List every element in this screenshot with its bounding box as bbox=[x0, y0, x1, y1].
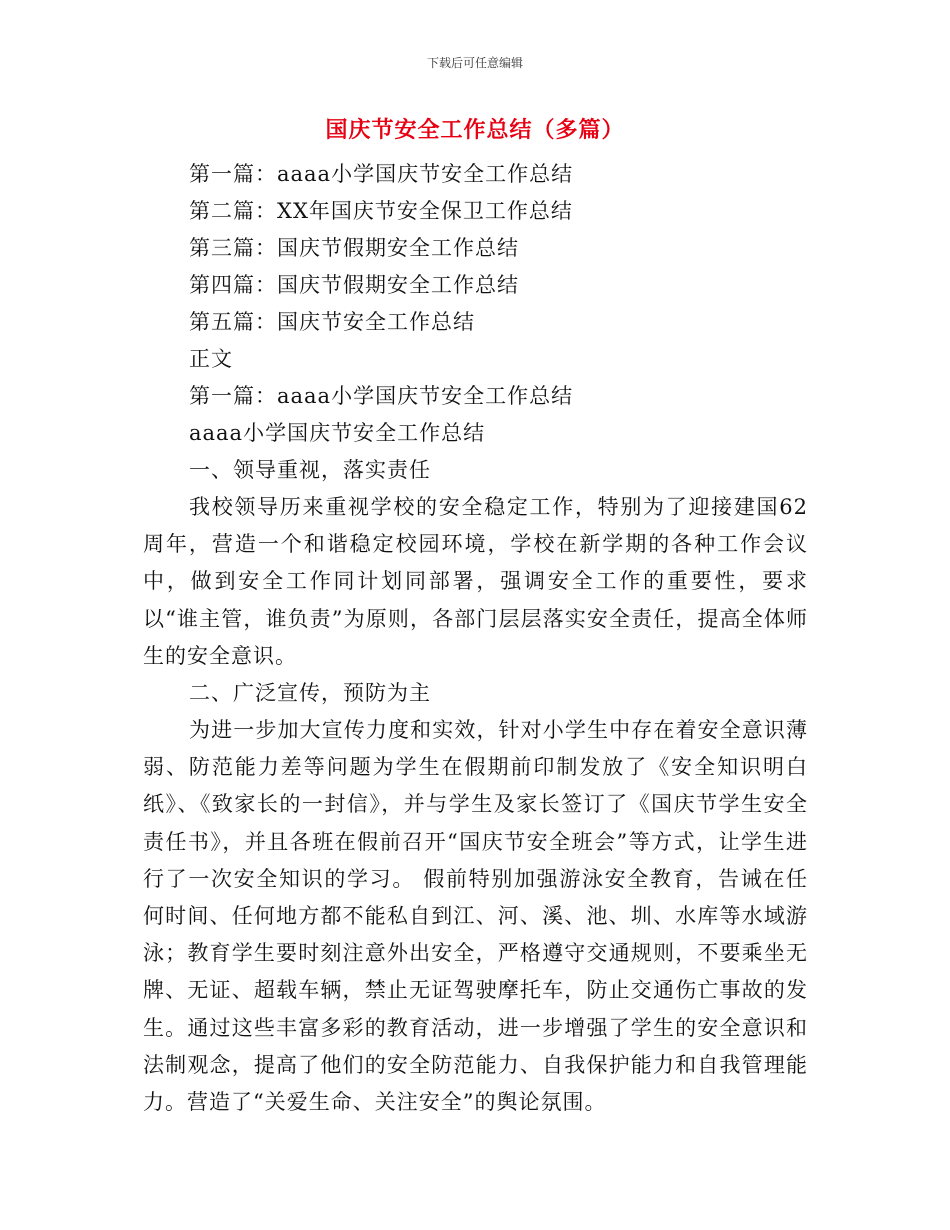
body-label: 正文 bbox=[189, 347, 233, 371]
part2-paragraph: 为进一步加大宣传力度和实效，针对小学生中存在着安全意识薄弱、防范能力差等问题为学生在假期前印制发放了《安全知识明白纸》、《致家长的一封信》，并与学生及家长签订了《国庆节学生安全责任书》，并且各班在假前召开“国庆节安全班会”等方式，让学生进行了一次安全知识的学习。 假前特别加强游泳安全教育，告诫在任何时间、任何地方都不能私自到江、河、溪、池、圳、水库等水域游泳；教育学生要时刻注意外出安全，严格遵守交通规则，不要乘坐无牌、无证、超载车辆，禁止无证驾驶摩托车，防止交通伤亡事故的发生。通过这些丰富多彩的教育活动，进一步增强了学生的安全意识和法制观念，提高了他们的安全防范能力、自我保护能力和自我管理能力。营造了“关爱生命、关注安全”的舆论氛围。 bbox=[143, 718, 808, 1115]
toc-item-5: 第五篇：国庆节安全工作总结 bbox=[189, 310, 475, 334]
part1-paragraph: 我校领导历来重视学校的安全稳定工作，特别为了迎接建国62周年，营造一个和谐稳定校园环境，学校在新学期的各种工作会议中，做到安全工作同计划同部署，强调安全工作的重要性，要求以“谁主管，谁负责”为原则，各部门层层落实安全责任，提高全体师生的安全意识。 bbox=[143, 495, 808, 668]
toc-item-2: 第二篇：XX年国庆节安全保卫工作总结 bbox=[189, 199, 573, 223]
document-title: 国庆节安全工作总结（多篇） bbox=[325, 118, 625, 143]
article-title: aaaa小学国庆节安全工作总结 bbox=[189, 421, 486, 445]
toc-item-1: 第一篇：aaaa小学国庆节安全工作总结 bbox=[189, 162, 574, 186]
header-note: 下载后可任意编辑 bbox=[426, 56, 523, 70]
toc-item-4: 第四篇：国庆节假期安全工作总结 bbox=[189, 273, 519, 297]
part2-heading: 二、广泛宣传，预防为主 bbox=[189, 681, 431, 706]
toc-item-3: 第三篇：国庆节假期安全工作总结 bbox=[189, 236, 519, 260]
section-heading: 第一篇：aaaa小学国庆节安全工作总结 bbox=[189, 384, 574, 408]
part1-heading: 一、领导重视，落实责任 bbox=[189, 458, 431, 482]
document-content bbox=[143, 156, 808, 1121]
